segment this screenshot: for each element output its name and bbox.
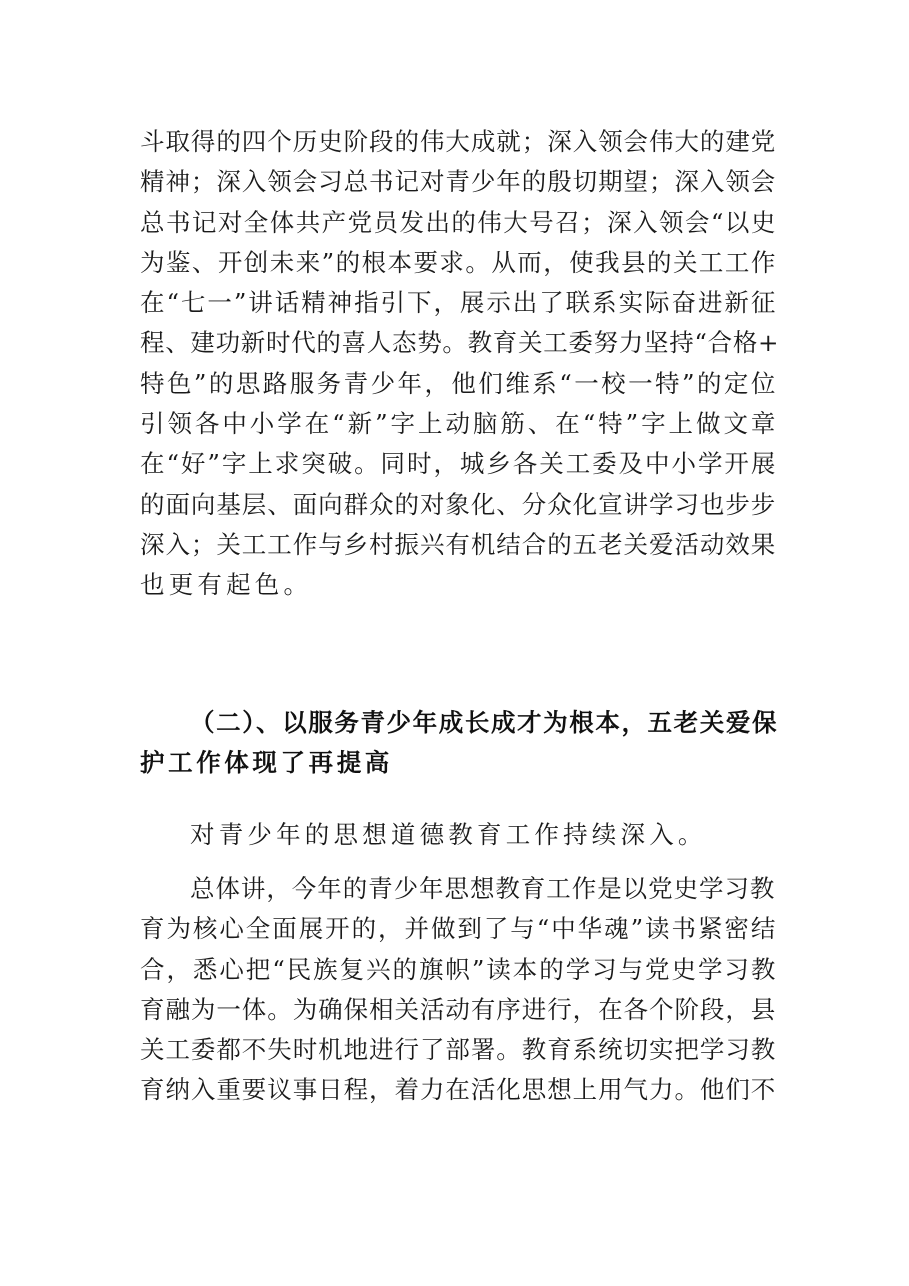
text-line: 也更有起色。 — [140, 570, 313, 600]
text-line: 对青少年的思想道德教育工作持续深入。 — [190, 820, 707, 849]
text-line: 在“七一”讲话精神指引下，展示出了联系实际奋进新征 — [140, 288, 778, 318]
text-line: 育纳入重要议事日程，着力在活化思想上用气力。他们不 — [140, 1075, 777, 1105]
text-line: 程、建功新时代的喜人态势。教育关工委努力坚持“合格+ — [140, 328, 780, 358]
text-line: 精神；深入领会习总书记对青少年的殷切期望；深入领会 — [140, 167, 777, 197]
text-line: 在“好”字上求突破。同时，城乡各关工委及中小学开展 — [140, 449, 778, 479]
text-line: 育为核心全面展开的，并做到了与“中华魂”读书紧密结 — [140, 914, 778, 944]
text-line: 特色”的思路服务青少年，他们维系“一校一特”的定位 — [140, 368, 778, 398]
text-line: 为鉴、开创未来”的根本要求。从而，使我县的关工工作 — [140, 247, 777, 277]
paragraph-summary — [140, 869, 780, 1111]
section-heading — [140, 703, 780, 784]
text-line: 育融为一体。为确保相关活动有序进行，在各个阶段，县 — [140, 994, 777, 1024]
text-line: 斗取得的四个历史阶段的伟大成就；深入领会伟大的建党 — [140, 127, 777, 156]
text-line: 总体讲，今年的青少年思想教育工作是以党史学习教 — [190, 874, 776, 903]
paragraph-short — [140, 815, 780, 855]
text-line: 引领各中小学在“新”字上动脑筋、在“特”字上做文章 — [140, 409, 779, 439]
text-line: 关工委都不失时机地进行了部署。教育系统切实把学习教 — [140, 1035, 777, 1065]
text-line: 总书记对全体共产党员发出的伟大号召；深入领会“以史 — [140, 207, 777, 237]
paragraph-continued — [140, 122, 780, 606]
text-line: 的面向基层、面向群众的对象化、分众化宣讲学习也步步 — [140, 489, 777, 519]
heading-line: 护工作体现了再提高 — [140, 748, 393, 778]
text-line: 深入；关工工作与乡村振兴有机结合的五老关爱活动效果 — [140, 529, 777, 559]
heading-line: （二）、以服务青少年成长成才为根本，五老关爱保 — [190, 708, 779, 737]
text-line: 合，悉心把“民族复兴的旗帜”读本的学习与党史学习教 — [140, 954, 778, 984]
